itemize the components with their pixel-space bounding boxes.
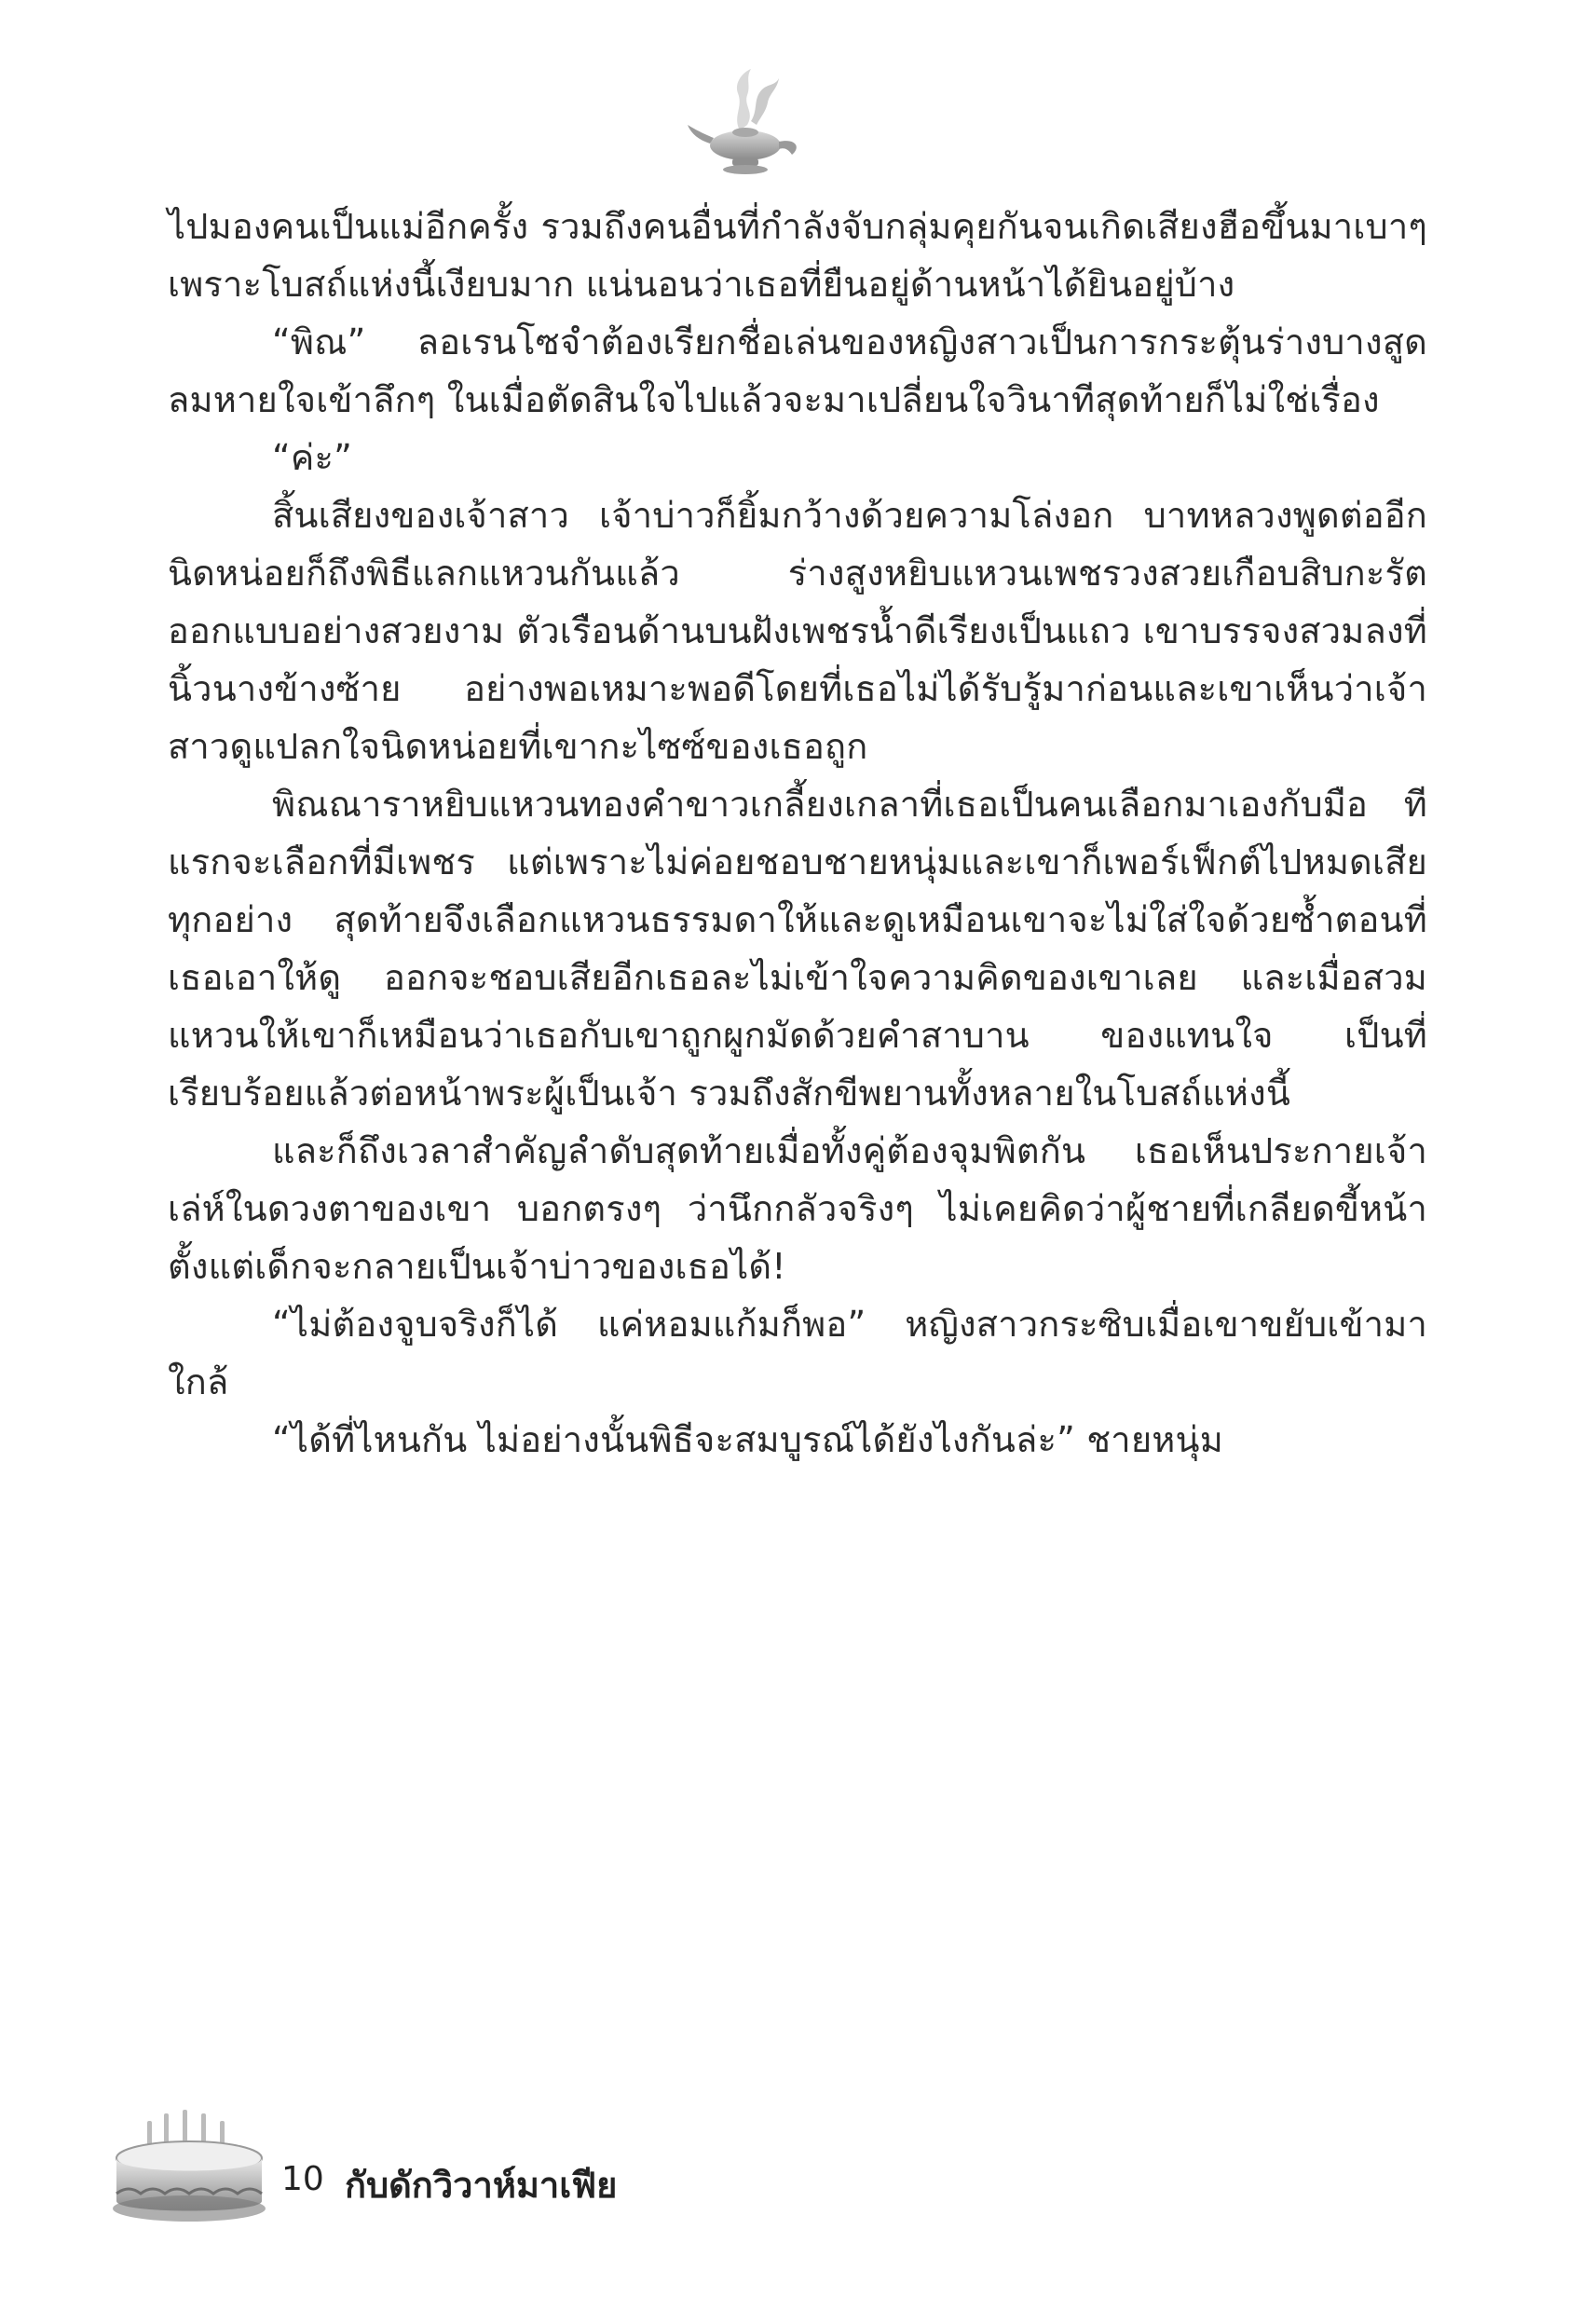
paragraph-5: พิณณาราหยิบแหวนทองคำขาวเกลี้ยงเกลาที่เธอเป็นคนเลือกมาเองกับมือ ทีแรกจะเลือกที่มีเพชร แต่เพราะไม่ค่อยชอบชายหนุ่มและเขาก็เพอร์เฟ็กต์ไปหมดเสียทุกอย่าง สุดท้ายจึงเลือกแหวนธรรมดาให้และดูเหมือนเขาจะไม่ใส่ใจด้วยซ้ำตอนที่เธอเอาให้ดู ออกจะชอบเสียอีกเธอละไม่เข้าใจความคิดของเขาเลย และเมื่อสวมแหวนให้เขาก็เหมือนว่าเธอกับเขาถูกผูกมัดด้วยคำสาบาน ของแทนใจ เป็นที่เรียบร้อยแล้วต่อหน้าพระผู้เป็นเจ้า รวมถึงสักขีพยานทั้งหลายในโบสถ์แห่งนี้ <box>168 784 1427 1114</box>
page-footer <box>110 2104 818 2235</box>
paragraph-1: ไปมองคนเป็นแม่อีกครั้ง รวมถึงคนอื่นที่กำลังจับกลุ่มคุยกันจนเกิดเสียงฮือขึ้นมาเบาๆ เพราะโบสถ์แห่งนี้เงียบมาก แน่นอนว่าเธอที่ยืนอยู่ด้านหน้าได้ยินอยู่บ้าง <box>168 206 1427 305</box>
paragraph-3: “ค่ะ” <box>272 437 353 478</box>
body-text <box>168 198 1427 1469</box>
cake-icon <box>110 2104 268 2235</box>
paragraph-6: และก็ถึงเวลาสำคัญลำดับสุดท้ายเมื่อทั้งคู่ต้องจุมพิตกัน เธอเห็นประกายเจ้าเล่ห์ในดวงตาของเขา บอกตรงๆ ว่านึกกลัวจริงๆ ไม่เคยคิดว่าผู้ชายที่เกลียดขี้หน้าตั้งแต่เด็กจะกลายเป็นเจ้าบ่าวของเธอได้! <box>168 1130 1427 1287</box>
book-title: กับดักวิวาห์มาเฟีย <box>345 2165 618 2206</box>
paragraph-4: สิ้นเสียงของเจ้าสาว เจ้าบ่าวก็ยิ้มกว้างด้วยความโล่งอก บาทหลวงพูดต่ออีกนิดหน่อยก็ถึงพิธีแลกแหวนกันแล้ว ร่างสูงหยิบแหวนเพชรวงสวยเกือบสิบกะรัตออกแบบอย่างสวยงาม ตัวเรือนด้านบนฝังเพชรน้ำดีเรียงเป็นแถว เขาบรรจงสวมลงที่นิ้วนางข้างซ้าย อย่างพอเหมาะพอดีโดยที่เธอไม่ได้รับรู้มาก่อนและเขาเห็นว่าเจ้าสาวดูแปลกใจนิดหน่อยที่เขากะไซซ์ของเธอถูก <box>168 495 1427 767</box>
genie-lamp-icon <box>686 65 809 177</box>
paragraph-8: “ได้ที่ไหนกัน ไม่อย่างนั้นพิธีจะสมบูรณ์ได้ยังไงกันล่ะ” ชายหนุ่ม <box>272 1419 1223 1460</box>
page-number: 10 <box>281 2160 324 2198</box>
paragraph-7: “ไม่ต้องจูบจริงก็ได้ แค่หอมแก้มก็พอ” หญิงสาวกระซิบเมื่อเขาขยับเข้ามาใกล้ <box>168 1304 1427 1402</box>
paragraph-2: “พิณ” ลอเรนโซจำต้องเรียกชื่อเล่นของหญิงสาวเป็นการกระตุ้นร่างบางสูดลมหายใจเข้าลึกๆ ในเมื่อตัดสินใจไปแล้วจะมาเปลี่ยนใจวินาทีสุดท้ายก็ไม่ใช่เรื่อง <box>168 321 1427 420</box>
